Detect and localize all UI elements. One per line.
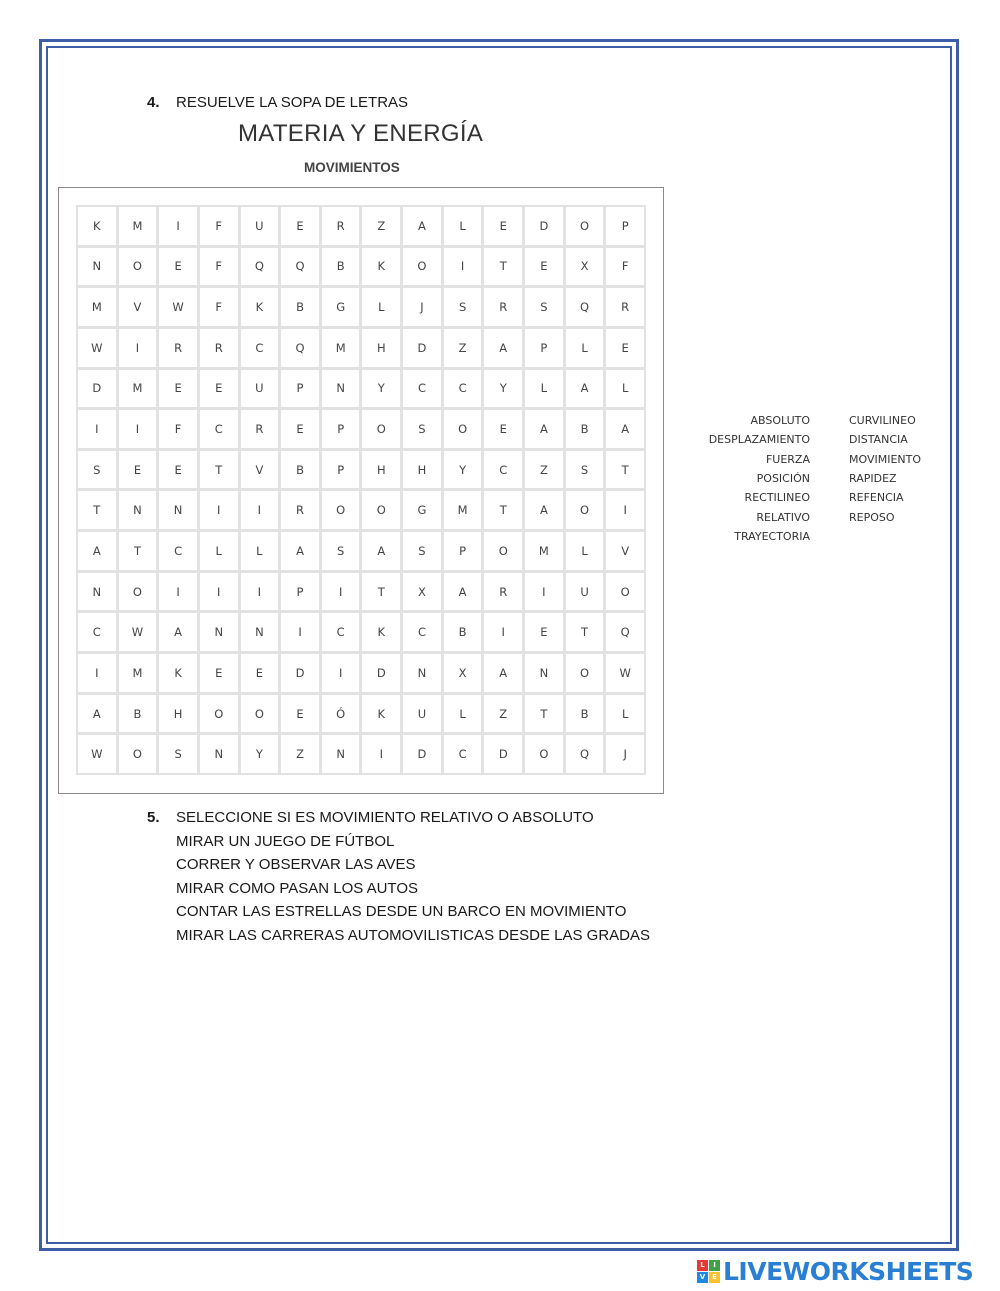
grid-cell[interactable]: L (525, 370, 563, 408)
grid-cell[interactable]: O (119, 735, 157, 773)
grid-cell[interactable]: L (241, 532, 279, 570)
grid-cell[interactable]: A (78, 532, 116, 570)
grid-cell[interactable]: H (362, 329, 400, 367)
grid-cell[interactable]: K (362, 248, 400, 286)
grid-cell[interactable]: O (566, 491, 604, 529)
grid-cell[interactable]: B (566, 410, 604, 448)
grid-cell[interactable]: Q (241, 248, 279, 286)
grid-cell[interactable]: M (119, 654, 157, 692)
word-list-item: RAPIDEZ (849, 471, 897, 485)
grid-cell[interactable]: U (241, 370, 279, 408)
grid-cell[interactable]: K (362, 613, 400, 651)
grid-cell[interactable]: A (606, 410, 644, 448)
grid-cell[interactable]: Z (525, 451, 563, 489)
grid-cell[interactable]: M (119, 207, 157, 245)
grid-cell[interactable]: I (200, 491, 238, 529)
grid-cell[interactable]: N (78, 248, 116, 286)
question-5-item: MIRAR COMO PASAN LOS AUTOS (176, 879, 418, 897)
word-list-item: RELATIVO (756, 510, 810, 524)
worksheet-subtitle: MOVIMIENTOS (304, 160, 400, 175)
grid-cell[interactable]: I (159, 573, 197, 611)
grid-cell[interactable]: E (525, 613, 563, 651)
grid-cell[interactable]: P (322, 451, 360, 489)
grid-cell[interactable]: I (444, 248, 482, 286)
worksheet-title: MATERIA Y ENERGÍA (238, 120, 484, 147)
grid-cell[interactable]: P (322, 410, 360, 448)
grid-cell[interactable]: A (78, 695, 116, 733)
grid-cell[interactable]: C (322, 613, 360, 651)
question-5-item: CORRER Y OBSERVAR LAS AVES (176, 856, 416, 874)
grid-cell[interactable]: E (281, 207, 319, 245)
grid-cell[interactable]: N (322, 735, 360, 773)
grid-cell[interactable]: F (200, 207, 238, 245)
grid-cell[interactable]: M (119, 370, 157, 408)
grid-cell[interactable]: T (525, 695, 563, 733)
grid-cell[interactable]: Q (566, 735, 604, 773)
grid-cell[interactable]: E (606, 329, 644, 367)
grid-cell[interactable]: O (403, 248, 441, 286)
grid-cell[interactable]: K (78, 207, 116, 245)
grid-cell[interactable]: N (78, 573, 116, 611)
grid-cell[interactable]: C (403, 613, 441, 651)
question-4-number: 4. (147, 94, 160, 111)
grid-cell[interactable]: N (322, 370, 360, 408)
grid-cell[interactable]: A (281, 532, 319, 570)
grid-cell[interactable]: B (444, 613, 482, 651)
grid-cell[interactable]: S (78, 451, 116, 489)
grid-cell[interactable]: U (241, 207, 279, 245)
grid-cell[interactable]: P (281, 370, 319, 408)
grid-cell[interactable]: W (78, 735, 116, 773)
grid-cell[interactable]: Y (362, 370, 400, 408)
word-list-item: REFENCIA (849, 491, 904, 505)
word-list-item: REPOSO (849, 510, 895, 524)
grid-cell[interactable]: B (566, 695, 604, 733)
grid-cell[interactable]: H (362, 451, 400, 489)
grid-cell[interactable]: T (200, 451, 238, 489)
grid-cell[interactable]: R (606, 288, 644, 326)
grid-cell[interactable]: I (78, 654, 116, 692)
grid-cell[interactable]: F (200, 248, 238, 286)
grid-cell[interactable]: L (566, 532, 604, 570)
grid-cell[interactable]: A (525, 410, 563, 448)
grid-cell[interactable]: X (403, 573, 441, 611)
grid-cell[interactable]: O (119, 248, 157, 286)
grid-cell[interactable]: Y (484, 370, 522, 408)
grid-cell[interactable]: I (241, 573, 279, 611)
grid-cell[interactable]: F (606, 248, 644, 286)
grid-cell[interactable]: O (484, 532, 522, 570)
grid-cell[interactable]: R (200, 329, 238, 367)
grid-cell[interactable]: Q (281, 329, 319, 367)
grid-cell[interactable]: N (119, 491, 157, 529)
grid-cell[interactable]: P (444, 532, 482, 570)
word-list-item: POSICIÓN (756, 471, 810, 485)
grid-cell[interactable]: R (159, 329, 197, 367)
logo-block: V (697, 1272, 708, 1283)
grid-cell[interactable]: V (241, 451, 279, 489)
grid-cell[interactable]: E (159, 248, 197, 286)
grid-cell[interactable]: O (525, 735, 563, 773)
grid-cell[interactable]: E (525, 248, 563, 286)
question-5-item: MIRAR LAS CARRERAS AUTOMOVILISTICAS DESDE LAS GRADAS (176, 926, 651, 944)
grid-cell[interactable]: E (200, 654, 238, 692)
grid-cell[interactable]: B (281, 288, 319, 326)
grid-cell[interactable]: E (200, 370, 238, 408)
grid-cell[interactable]: K (159, 654, 197, 692)
grid-cell[interactable]: N (200, 613, 238, 651)
grid-cell[interactable]: R (281, 491, 319, 529)
grid-cell[interactable]: D (281, 654, 319, 692)
grid-cell[interactable]: R (484, 573, 522, 611)
grid-cell[interactable]: L (606, 370, 644, 408)
grid-cell[interactable]: I (159, 207, 197, 245)
question-4 (147, 94, 408, 111)
grid-cell[interactable]: S (322, 532, 360, 570)
grid-cell[interactable]: N (159, 491, 197, 529)
grid-cell[interactable]: W (119, 613, 157, 651)
word-list-item: CURVILINEO (849, 414, 916, 427)
word-list-item: MOVIMIENTO (849, 452, 922, 466)
grid-cell[interactable]: C (444, 370, 482, 408)
grid-cell[interactable]: T (78, 491, 116, 529)
logo-block: I (709, 1260, 720, 1271)
grid-cell[interactable]: O (119, 573, 157, 611)
grid-cell[interactable]: N (525, 654, 563, 692)
grid-cell[interactable]: E (281, 410, 319, 448)
grid-cell[interactable]: L (444, 207, 482, 245)
question-5-text: SELECCIONE SI ES MOVIMIENTO RELATIVO O ABSOLUTO (176, 809, 594, 826)
grid-cell[interactable]: Z (484, 695, 522, 733)
grid-cell[interactable]: P (606, 207, 644, 245)
grid-cell[interactable]: D (403, 329, 441, 367)
grid-cell[interactable]: A (444, 573, 482, 611)
question-4-text: RESUELVE LA SOPA DE LETRAS (176, 94, 409, 111)
grid-cell[interactable]: D (78, 370, 116, 408)
grid-cell[interactable]: L (606, 695, 644, 733)
grid-cell[interactable]: I (484, 613, 522, 651)
grid-cell[interactable]: L (444, 695, 482, 733)
grid-cell[interactable]: B (119, 695, 157, 733)
grid-cell[interactable]: C (200, 410, 238, 448)
grid-cell[interactable]: A (403, 207, 441, 245)
grid-cell[interactable]: Z (281, 735, 319, 773)
grid-cell[interactable]: S (403, 532, 441, 570)
word-list-item: FUERZA (765, 452, 810, 466)
logo-icon (697, 1260, 720, 1283)
grid-cell[interactable]: S (566, 451, 604, 489)
grid-cell[interactable]: O (444, 410, 482, 448)
grid-cell[interactable]: L (566, 329, 604, 367)
grid-cell[interactable]: D (403, 735, 441, 773)
question-5 (147, 806, 650, 948)
grid-cell[interactable]: I (241, 491, 279, 529)
grid-cell[interactable]: E (241, 654, 279, 692)
grid-cell[interactable]: O (566, 654, 604, 692)
logo-block: E (709, 1272, 720, 1283)
grid-cell[interactable]: O (606, 573, 644, 611)
grid-cell[interactable]: L (200, 532, 238, 570)
grid-cell[interactable]: K (362, 695, 400, 733)
grid-cell[interactable]: R (484, 288, 522, 326)
word-search-grid[interactable] (76, 205, 646, 775)
grid-cell[interactable]: M (444, 491, 482, 529)
grid-cell[interactable]: D (362, 654, 400, 692)
grid-cell[interactable]: O (362, 491, 400, 529)
grid-cell[interactable]: T (362, 573, 400, 611)
grid-cell[interactable]: E (159, 451, 197, 489)
grid-cell[interactable]: E (159, 370, 197, 408)
grid-cell[interactable]: X (444, 654, 482, 692)
grid-cell[interactable]: N (241, 613, 279, 651)
grid-cell[interactable]: O (362, 410, 400, 448)
grid-cell[interactable]: E (281, 695, 319, 733)
grid-cell[interactable]: P (525, 329, 563, 367)
grid-cell[interactable]: R (322, 207, 360, 245)
grid-cell[interactable]: C (159, 532, 197, 570)
grid-cell[interactable]: E (484, 410, 522, 448)
grid-cell[interactable]: W (159, 288, 197, 326)
grid-cell[interactable]: I (281, 613, 319, 651)
grid-cell[interactable]: O (200, 695, 238, 733)
question-5-item: CONTAR LAS ESTRELLAS DESDE UN BARCO EN MOVIMIENTO (176, 903, 627, 921)
grid-cell[interactable]: D (525, 207, 563, 245)
grid-cell[interactable]: R (241, 410, 279, 448)
word-list-item: ABSOLUTO (750, 414, 810, 427)
grid-cell[interactable]: I (322, 573, 360, 611)
word-list-item: DESPLAZAMIENTO (708, 433, 810, 447)
grid-cell[interactable]: O (566, 207, 604, 245)
grid-cell[interactable]: T (566, 613, 604, 651)
grid-cell[interactable]: Z (362, 207, 400, 245)
grid-cell[interactable]: C (241, 329, 279, 367)
grid-cell[interactable]: V (606, 532, 644, 570)
grid-cell[interactable]: Y (241, 735, 279, 773)
question-5-number: 5. (147, 809, 160, 826)
grid-cell[interactable]: X (566, 248, 604, 286)
grid-cell[interactable]: K (241, 288, 279, 326)
grid-cell[interactable]: O (322, 491, 360, 529)
grid-cell[interactable]: S (159, 735, 197, 773)
grid-cell[interactable]: I (200, 573, 238, 611)
grid-cell[interactable]: C (484, 451, 522, 489)
grid-cell[interactable]: M (525, 532, 563, 570)
grid-cell[interactable]: C (444, 735, 482, 773)
grid-cell[interactable]: L (362, 288, 400, 326)
grid-cell[interactable]: I (119, 410, 157, 448)
grid-cell[interactable]: S (403, 410, 441, 448)
question-5-item: MIRAR UN JUEGO DE FÚTBOL (176, 832, 395, 850)
grid-cell[interactable]: I (119, 329, 157, 367)
grid-cell[interactable]: E (484, 207, 522, 245)
grid-cell[interactable]: A (362, 532, 400, 570)
grid-cell[interactable]: A (484, 654, 522, 692)
liveworksheets-logo (697, 1256, 973, 1286)
grid-cell[interactable]: Ó (322, 695, 360, 733)
grid-cell[interactable]: S (444, 288, 482, 326)
grid-cell[interactable]: T (606, 451, 644, 489)
grid-cell[interactable]: I (525, 573, 563, 611)
grid-cell[interactable]: D (484, 735, 522, 773)
word-list-item: RECTILINEO (744, 491, 810, 505)
grid-cell[interactable]: J (403, 288, 441, 326)
grid-cell[interactable]: J (606, 735, 644, 773)
grid-cell[interactable]: Q (606, 613, 644, 651)
grid-cell[interactable]: I (362, 735, 400, 773)
grid-cell[interactable]: P (281, 573, 319, 611)
grid-cell[interactable]: W (78, 329, 116, 367)
grid-cell[interactable]: N (200, 735, 238, 773)
grid-cell[interactable]: T (119, 532, 157, 570)
word-list-item: TRAYECTORIA (734, 529, 810, 543)
grid-cell[interactable]: I (606, 491, 644, 529)
grid-cell[interactable]: H (403, 451, 441, 489)
grid-cell[interactable]: V (119, 288, 157, 326)
grid-cell[interactable]: O (241, 695, 279, 733)
grid-cell[interactable]: I (322, 654, 360, 692)
grid-cell[interactable]: U (566, 573, 604, 611)
grid-cell[interactable]: Q (281, 248, 319, 286)
grid-cell[interactable]: A (484, 329, 522, 367)
grid-cell[interactable]: C (403, 370, 441, 408)
grid-cell[interactable]: G (403, 491, 441, 529)
grid-cell[interactable]: C (78, 613, 116, 651)
grid-cell[interactable]: F (159, 410, 197, 448)
grid-cell[interactable]: Z (444, 329, 482, 367)
grid-cell[interactable]: M (322, 329, 360, 367)
grid-cell[interactable]: H (159, 695, 197, 733)
grid-cell[interactable]: B (322, 248, 360, 286)
grid-cell[interactable]: M (78, 288, 116, 326)
grid-cell[interactable]: G (322, 288, 360, 326)
grid-cell[interactable]: A (566, 370, 604, 408)
grid-cell[interactable]: A (525, 491, 563, 529)
grid-cell[interactable]: S (525, 288, 563, 326)
word-list-item: DISTANCIA (849, 433, 908, 447)
grid-cell[interactable]: F (200, 288, 238, 326)
grid-cell[interactable]: E (119, 451, 157, 489)
grid-cell[interactable]: U (403, 695, 441, 733)
grid-cell[interactable]: W (606, 654, 644, 692)
grid-cell[interactable]: N (403, 654, 441, 692)
grid-cell[interactable]: T (484, 491, 522, 529)
logo-block: L (697, 1260, 708, 1271)
grid-cell[interactable]: B (281, 451, 319, 489)
logo-text: LIVEWORKSHEETS (723, 1256, 974, 1286)
grid-cell[interactable]: T (484, 248, 522, 286)
grid-cell[interactable]: I (78, 410, 116, 448)
grid-cell[interactable]: Q (566, 288, 604, 326)
grid-cell[interactable]: Y (444, 451, 482, 489)
grid-cell[interactable]: A (159, 613, 197, 651)
